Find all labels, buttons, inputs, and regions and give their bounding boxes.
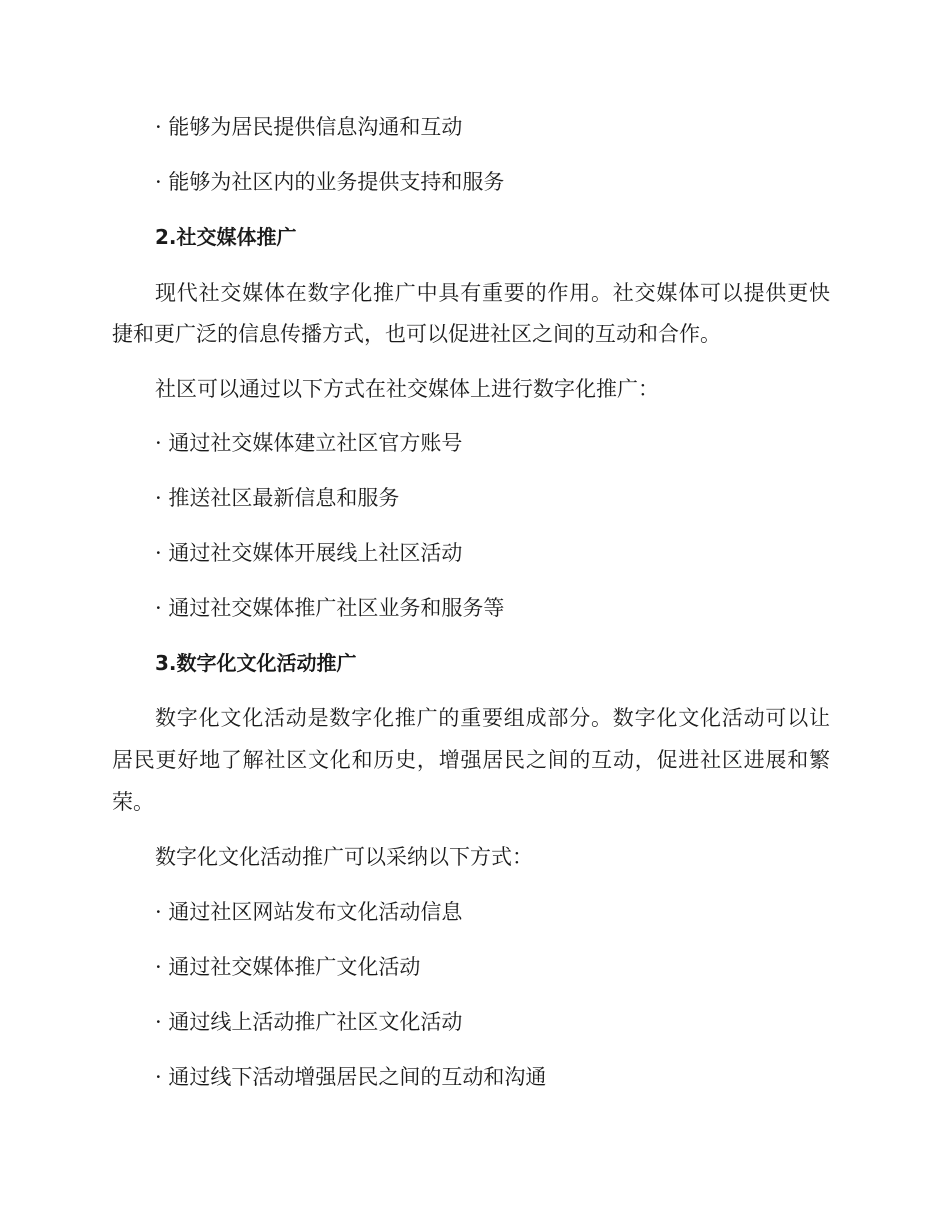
bullet-item: · 通过线上活动推广社区文化活动 — [155, 1010, 463, 1034]
paragraph-line: 现代社交媒体在数字化推广中具有重要的作用。社交媒体可以提供更快 — [155, 281, 830, 305]
bullet-item: · 通过社交媒体推广社区业务和服务等 — [155, 596, 505, 620]
bullet-item: · 通过社交媒体建立社区官方账号 — [155, 431, 463, 455]
bullet-item: · 通过社交媒体开展线上社区活动 — [155, 541, 463, 565]
section-heading-digital-culture: 3.数字化文化活动推广 — [155, 651, 357, 675]
bullet-item: · 通过社交媒体推广文化活动 — [155, 955, 421, 979]
paragraph: 社区可以通过以下方式在社交媒体上进行数字化推广： — [155, 377, 659, 401]
bullet-item: · 通过线下活动增强居民之间的互动和沟通 — [155, 1065, 547, 1089]
bullet-item: · 通过社区网站发布文化活动信息 — [155, 900, 463, 924]
paragraph-line: 数字化文化活动是数字化推广的重要组成部分。数字化文化活动可以让 — [155, 706, 830, 730]
bullet-item: · 能够为居民提供信息沟通和互动 — [155, 115, 463, 139]
paragraph: 数字化文化活动推广可以采纳以下方式： — [155, 845, 533, 869]
paragraph-line: 捷和更广泛的信息传播方式，也可以促进社区之间的互动和合作。 — [112, 322, 721, 346]
bullet-item: · 推送社区最新信息和服务 — [155, 486, 400, 510]
paragraph-line: 居民更好地了解社区文化和历史，增强居民之间的互动，促进社区进展和繁 — [112, 748, 830, 772]
paragraph-line: 荣。 — [112, 790, 154, 814]
section-heading-social-media: 2.社交媒体推广 — [155, 225, 297, 249]
bullet-item: · 能够为社区内的业务提供支持和服务 — [155, 170, 505, 194]
